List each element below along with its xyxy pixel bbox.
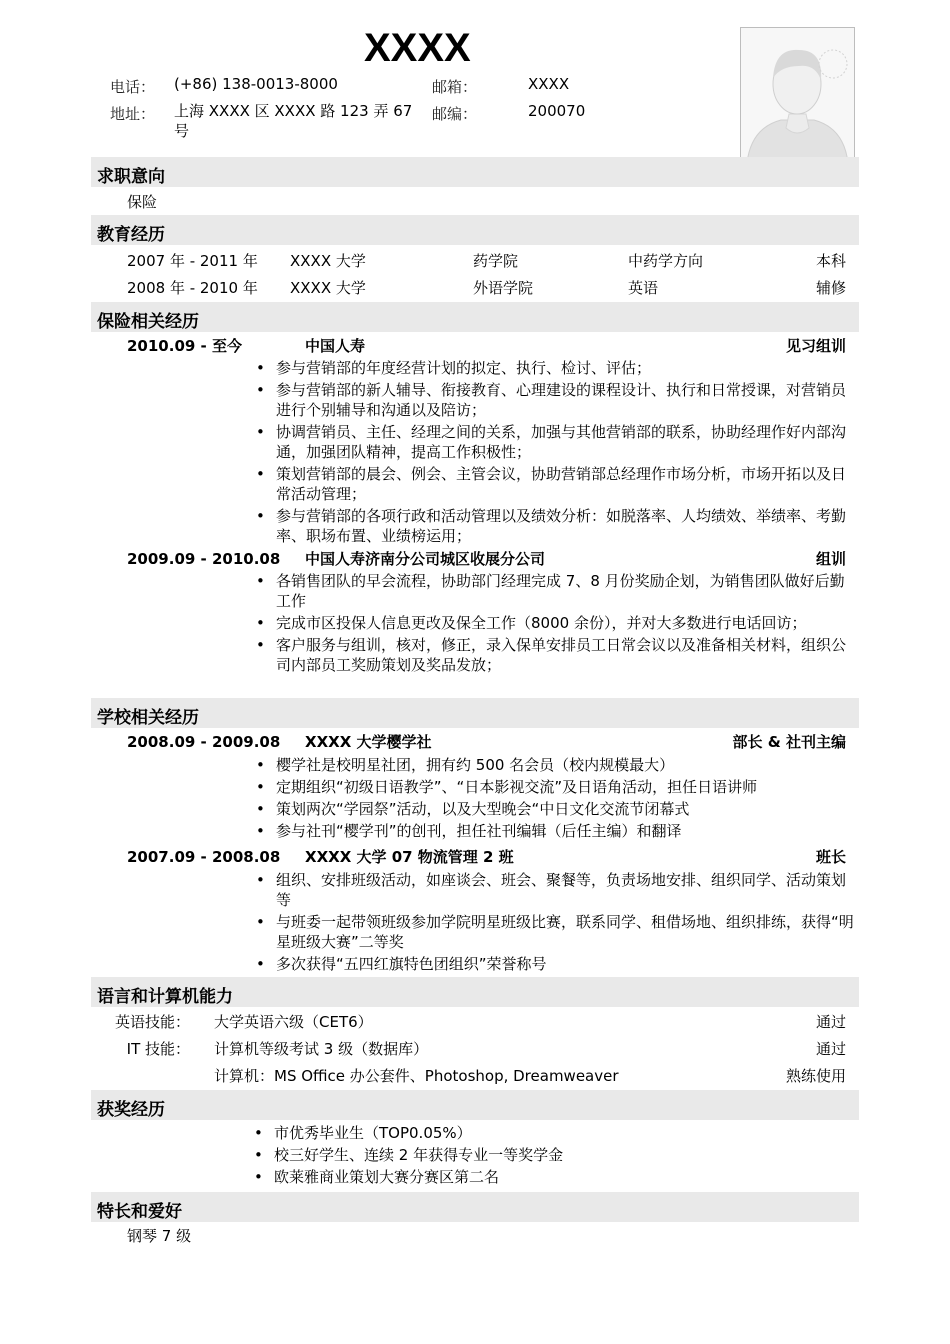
section-insurance bbox=[91, 302, 859, 332]
list-item: • 各销售团队的早会流程，协助部门经理完成 7、8 月份奖励企划，为销售团队做好后勤工作 bbox=[256, 571, 856, 611]
awards-list bbox=[254, 1123, 854, 1189]
phone-value: (+86) 138-0013-8000 bbox=[174, 75, 338, 93]
job-bullets bbox=[256, 571, 856, 677]
list-item: • 参与社刊“樱学刊”的创刊，担任社刊编辑（后任主编）和翻译 bbox=[256, 821, 856, 841]
section-title: 保险相关经历 bbox=[97, 312, 199, 332]
edu-period: 2007 年 - 2011 年 bbox=[127, 252, 258, 270]
zip-value: 200070 bbox=[528, 102, 586, 120]
list-item: • 策划营销部的晨会、例会、主管会议，协助营销部总经理作市场分析，市场开拓以及日常活动管理； bbox=[256, 464, 856, 504]
school-role: 班长 bbox=[815, 848, 846, 866]
candidate-name: XXXX bbox=[364, 26, 471, 70]
zip-label: 邮编： bbox=[432, 105, 478, 123]
list-item: • 多次获得“五四红旗特色团组织”荣誉称号 bbox=[256, 954, 856, 974]
skill-desc: 计算机等级考试 3 级（数据库） bbox=[214, 1040, 429, 1058]
job-role: 见习组训 bbox=[785, 337, 846, 355]
edu-school: XXXX 大学 bbox=[290, 252, 366, 270]
list-item: • 参与营销部的新人辅导、衔接教育、心理建设的课程设计、执行和日常授课，对营销员进行个别辅导和沟通以及陪访； bbox=[256, 380, 856, 420]
skill-label: 英语技能： bbox=[114, 1013, 190, 1031]
list-item: • 市优秀毕业生（TOP0.05%） bbox=[254, 1123, 854, 1143]
school-period: 2008.09 - 2009.08 bbox=[127, 733, 281, 751]
section-title: 特长和爱好 bbox=[97, 1202, 182, 1222]
list-item: • 完成市区投保人信息更改及保全工作（8000 余份），并对大多数进行电话回访； bbox=[256, 613, 856, 633]
school-period: 2007.09 - 2008.08 bbox=[127, 848, 281, 866]
skill-label: IT 技能： bbox=[126, 1040, 190, 1058]
job-org: 中国人寿 bbox=[305, 337, 366, 355]
section-title: 语言和计算机能力 bbox=[97, 987, 233, 1007]
job-role: 组训 bbox=[815, 550, 846, 568]
edu-major: 英语 bbox=[628, 279, 659, 297]
email-value: XXXX bbox=[528, 75, 570, 93]
skill-desc: 计算机：MS Office 办公套件、Photoshop, Dreamweaver bbox=[214, 1067, 619, 1085]
list-item: • 与班委一起带领班级参加学院明星班级比赛，联系同学、租借场地、组织排练，获得“明星班级大赛”二等奖 bbox=[256, 912, 856, 952]
job-org: 中国人寿济南分公司城区收展分公司 bbox=[305, 550, 546, 568]
list-item: • 樱学社是校明星社团，拥有约 500 名会员（校内规模最大） bbox=[256, 755, 856, 775]
address-value: 上海 XXXX 区 XXXX 路 123 弄 67 号 bbox=[174, 102, 413, 140]
list-item: • 校三好学生、连续 2 年获得专业一等奖学金 bbox=[254, 1145, 854, 1165]
section-school bbox=[91, 698, 859, 728]
school-org: XXXX 大学 07 物流管理 2 班 bbox=[305, 848, 514, 866]
job-period: 2009.09 - 2010.08 bbox=[127, 550, 281, 568]
school-role: 部长 & 社刊主编 bbox=[732, 733, 846, 751]
section-education bbox=[91, 215, 859, 245]
hobbies-value: 钢琴 7 级 bbox=[127, 1227, 192, 1245]
list-item: • 参与营销部的各项行政和活动管理以及绩效分析：如脱落率、人均绩效、举绩率、考勤率、职场布置、业绩榜运用； bbox=[256, 506, 856, 546]
skill-level: 通过 bbox=[815, 1013, 846, 1031]
section-objective bbox=[91, 157, 859, 187]
list-item: • 欧莱雅商业策划大赛分赛区第二名 bbox=[254, 1167, 854, 1187]
skill-level: 熟练使用 bbox=[785, 1067, 846, 1085]
list-item: • 策划两次“学园祭”活动，以及大型晚会“中日文化交流节闭幕式 bbox=[256, 799, 856, 819]
edu-major: 中药学方向 bbox=[628, 252, 704, 270]
section-title: 获奖经历 bbox=[97, 1100, 165, 1120]
list-item: • 参与营销部的年度经营计划的拟定、执行、检讨、评估； bbox=[256, 358, 856, 378]
address-label: 地址： bbox=[110, 105, 156, 123]
edu-college: 药学院 bbox=[473, 252, 519, 270]
edu-school: XXXX 大学 bbox=[290, 279, 366, 297]
list-item: • 定期组织“初级日语教学”、“日本影视交流”及日语角活动，担任日语讲师 bbox=[256, 777, 856, 797]
job-bullets bbox=[256, 358, 856, 548]
section-title: 求职意向 bbox=[97, 167, 165, 187]
list-item: • 协调营销员、主任、经理之间的关系，加强与其他营销部的联系，协助经理作好内部沟通，加强团队精神，提高工作积极性； bbox=[256, 422, 856, 462]
list-item: • 组织、安排班级活动，如座谈会、班会、聚餐等，负责场地安排、组织同学、活动策划等 bbox=[256, 870, 856, 910]
edu-degree: 本科 bbox=[815, 252, 846, 270]
phone-label: 电话： bbox=[110, 78, 156, 96]
edu-period: 2008 年 - 2010 年 bbox=[127, 279, 258, 297]
section-skills bbox=[91, 977, 859, 1007]
section-hobbies bbox=[91, 1192, 859, 1222]
edu-degree: 辅修 bbox=[815, 279, 846, 297]
edu-college: 外语学院 bbox=[473, 279, 534, 297]
section-title: 学校相关经历 bbox=[97, 708, 199, 728]
school-bullets bbox=[256, 870, 856, 976]
list-item: • 客户服务与组训，核对，修正，录入保单安排员工日常会议以及准备相关材料，组织公司内部员工奖励策划及奖品发放； bbox=[256, 635, 856, 675]
section-title: 教育经历 bbox=[97, 225, 165, 245]
skill-level: 通过 bbox=[815, 1040, 846, 1058]
school-org: XXXX 大学樱学社 bbox=[305, 733, 432, 751]
job-period: 2010.09 - 至今 bbox=[127, 337, 242, 355]
section-awards bbox=[91, 1090, 859, 1120]
school-bullets bbox=[256, 755, 856, 843]
skill-desc: 大学英语六级（CET6） bbox=[214, 1013, 373, 1031]
email-label: 邮箱： bbox=[432, 78, 478, 96]
objective-value: 保险 bbox=[127, 193, 158, 211]
